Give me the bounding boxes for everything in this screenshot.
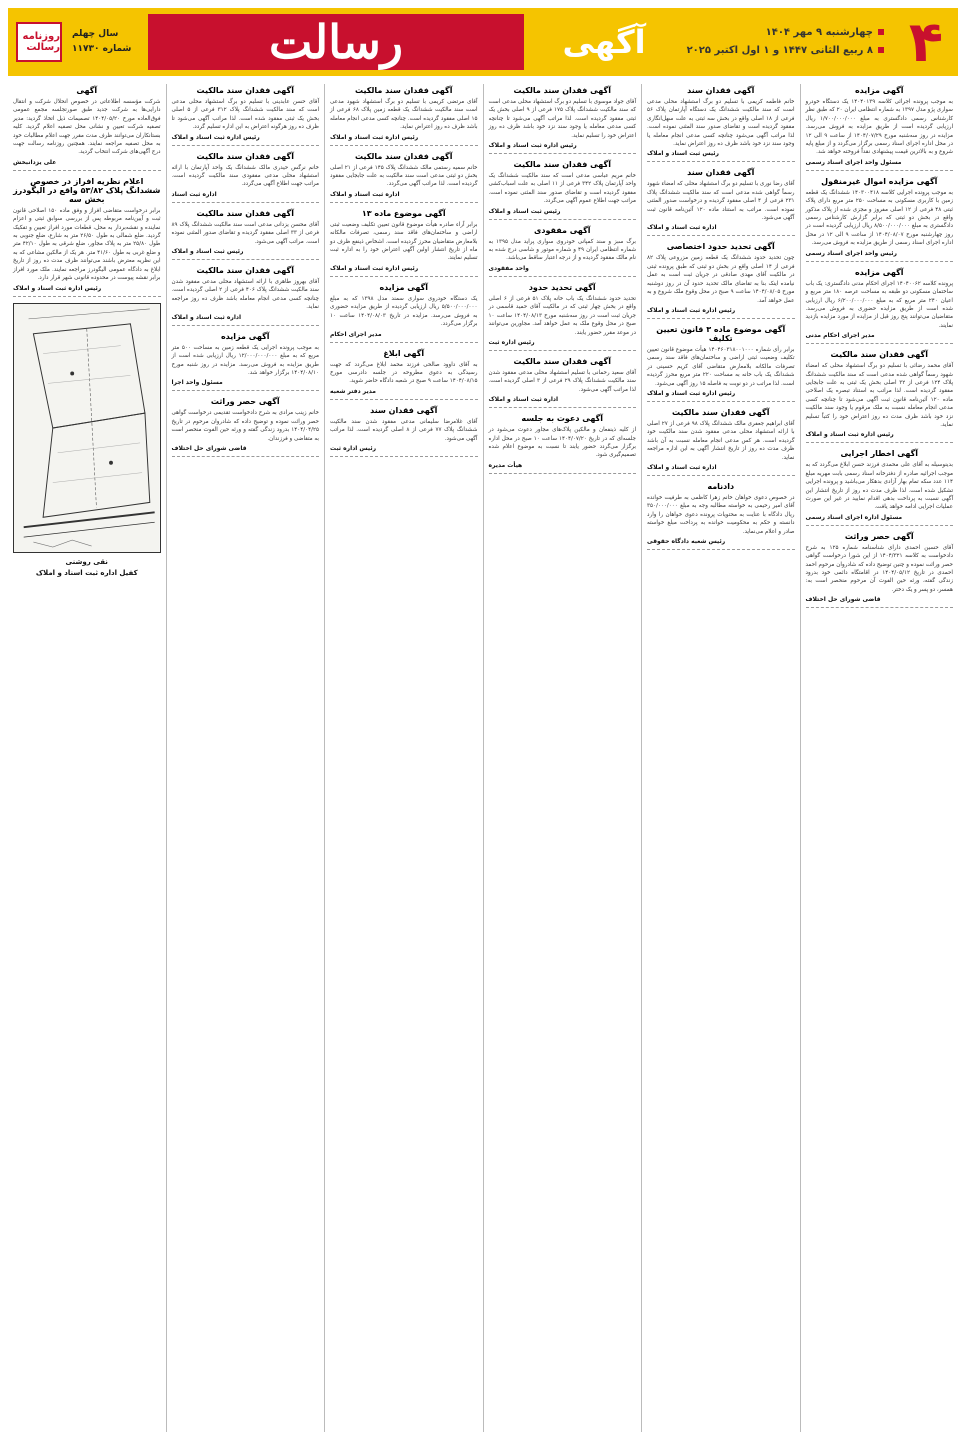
ad-signature: اداره ثبت اسناد و املاک <box>330 190 400 198</box>
map-drawing <box>14 304 160 552</box>
newspaper-logo: روزنامه رسالت <box>16 22 62 62</box>
ad-title: آگهی فقدان سند مالکیت <box>196 151 294 161</box>
ad-signature: رئیس اداره ثبت اسناد و املاک <box>647 306 736 314</box>
ad-body: به موجب پرونده اجرایی کلاسه ۱۴۰۳۰۰۴۱۸ ششدانگ یک قطعه زمین با کاربری مسکونی به مساحت ۲۵۰ متر مربع دارای پلاک ثبتی ۴۸ فرعی از ۱۲ اصلی مفروز و مجزی شده از پلاک مذکور واقع در بخش دو ثبتی که برابر گزارش کارشناس رسمی دادگستری به مبلغ ۸/۵۰۰/۰۰۰/۰۰۰ ریال ارزیابی گردیده است در روز چهارشنبه مورخ ۱۴۰۴/۰۸/۰۷ از ساعت ۹ الی ۱۲ در محل اداره اجرای اسناد رسمی از طریق مزایده به فروش می‌رسد. <box>805 189 954 247</box>
bullet-icon <box>878 29 884 35</box>
ad-signature: مدیر اجرای احکام <box>330 330 382 338</box>
ad-block <box>330 152 478 203</box>
ad-block <box>172 397 320 457</box>
ad-block <box>806 86 954 171</box>
ad-signature: رئیس واحد اجرای اسناد رسمی <box>805 249 897 257</box>
column-6 <box>8 84 166 1432</box>
ad-body: آقای ابراهیم جعفری مالک ششدانگ پلاک ۹۸ فرعی از ۲۷ اصلی با ارائه استشهاد محلی مدعی مفقود شدن سند مالکیت خود گردیده است. هر کس مدعی انجام معامله نسبت به آن باشد ظرف مدت ده روز از تاریخ انتشار آگهی به این اداره مراجعه نماید. <box>647 420 795 461</box>
ad-body: به موجب پرونده اجرائی کلاسه ۱۴۰۴۰۱۳۹ یک دستگاه خودرو سواری پژو مدل ۱۳۹۷ به شماره انتظامی ایران ۲۰ که طبق نظر کارشناس رسمی دادگستری به مبلغ ۱/۷۰۰/۰۰۰/۰۰۰ ریال ارزیابی گردیده است از طریق مزایده به فروش می‌رسد. مزایده در روز سه‌شنبه مورخ ۱۴۰۴/۰۷/۲۹ از ساعت ۹ الی ۱۲ در محل اداره اجرای اسناد رسمی برگزار می‌گردد و از مبلغ پایه شروع و به بالاترین قیمت پیشنهادی نقداً فروخته خواهد شد. <box>805 99 954 156</box>
ad-title: آگهی فقدان سند مالکیت <box>196 266 294 276</box>
ad-title: آگهی فقدان سند مالکیت <box>355 86 453 95</box>
column-1 <box>800 84 959 1432</box>
ad-title: آگهی فقدان سند مالکیت <box>355 151 453 161</box>
ad-block <box>330 283 478 343</box>
column-6-ads <box>13 86 161 297</box>
ad-body: پرونده کلاسه ۱۴۰۴۰۰۶۲ اجرای احکام مدنی دادگستری: یک باب ساختمان مسکونی دو طبقه به مساحت عرصه ۱۸۰ متر مربع و اعیان ۲۴۰ متر مربع که به مبلغ ۶/۲۰۰/۰۰۰/۰۰۰ ریال ارزیابی شده است از طریق مزایده حضوری به فروش می‌رسد. متقاضیان می‌توانند پنج روز قبل از مزایده از مورد مزایده بازدید نمایند. <box>805 280 953 329</box>
publication-info <box>8 8 148 76</box>
ad-body: برابر رأی شماره ۱۴۰۴۶۰۳۱۸۰۰۱۰۰۰ هیأت موضوع قانون تعیین تکلیف وضعیت ثبتی اراضی و ساختمان‌های فاقد سند رسمی تصرفات مالکانه بلامعارض متقاضی آقای کریم حسینی در ششدانگ یک باب خانه به مساحت ۲۲۰ متر مربع محرز گردیده است. لذا مراتب در دو نوبت به فاصله ۱۵ روز آگهی می‌شود. <box>647 346 795 387</box>
ad-title: آگهی دعوت به جلسه <box>521 414 604 424</box>
ad-body: آقای جواد موسوی با تسلیم دو برگ استشهاد محلی مدعی است که سند مالکیت ششدانگ پلاک ۱۷۵ فرعی از ۹ اصلی بخش یک ثبتی مفقود گردیده است. لذا مراتب آگهی می‌شود تا چنانچه کسی مدعی معامله یا وجود سند نزد خود باشد ظرف ده روز اعتراض خود را تسلیم نماید. <box>488 99 636 139</box>
map-caption-name: نقی روشنی <box>65 557 108 566</box>
ad-block <box>489 357 637 408</box>
ad-body: آقای حسین احمدی دارای شناسنامه شماره ۱۲۵ به شرح دادخواست به کلاسه ۱۴۰۴/۳۲۱ از این شورا درخواست گواهی حصر وراثت نموده و چنین توضیح داده که شادروان مرحوم احمد احمدی در تاریخ ۱۴۰۴/۰۵/۱۲ در اقامتگاه دائمی خود بدرود زندگی گفته، ورثه حین الفوت آن مرحوم منحصر است به: همسر، دو پسر و یک دختر. <box>805 544 954 593</box>
issue-number: شماره ۱۱۷۳۰ <box>72 44 132 54</box>
ad-signature: رئیس اداره ثبت اسناد و املاک <box>488 142 577 150</box>
ad-block <box>172 209 320 260</box>
ad-title: آگهی مزایده <box>220 331 270 341</box>
year-label: سال چهلم <box>72 29 119 39</box>
date-line-persian: چهارشنبه ۹ مهر ۱۴۰۴ <box>684 24 884 42</box>
column-5 <box>166 84 325 1432</box>
ad-signature: واحد مفقودی <box>488 264 529 272</box>
ad-block <box>647 242 795 318</box>
ad-title: دادنامه <box>707 481 735 491</box>
ad-block <box>330 349 478 400</box>
page-number: ۴ <box>908 9 944 75</box>
ad-body: به موجب پرونده اجرایی یک قطعه زمین به مساحت ۵۰۰ متر مربع که به مبلغ ۱۲/۰۰۰/۰۰۰/۰۰۰ ریال ارزیابی شده است از طریق مزایده به فروش می‌رسد. مزایده در روز شنبه مورخ ۱۴۰۴/۰۸/۱۰ برگزار خواهد شد. <box>171 344 319 376</box>
ad-body: تحدید حدود ششدانگ یک باب خانه پلاک ۵۱ فرعی از ۶ اصلی واقع در بخش چهار ثبتی که در مالکیت آقای حمید قاسمی در جریان ثبت است در روز سه‌شنبه مورخ ۱۴۰۴/۰۸/۱۳ ساعت ۱۰ صبح در محل وقوع ملک به عمل خواهد آمد. مجاورین می‌توانند در موعد مقرر حضور یابند. <box>488 295 637 336</box>
ad-signature: مسئول واحد اجرا <box>171 379 223 387</box>
ad-signature: علی یزدانبخش <box>13 158 57 166</box>
ad-block <box>489 86 637 154</box>
ad-block <box>330 86 478 146</box>
cadastral-map <box>13 303 161 553</box>
date-line-other: ۸ ربیع الثانی ۱۴۴۷ و ۱ اول اکتبر ۲۰۲۵ <box>684 42 884 60</box>
ad-body: در خصوص دعوی خواهان خانم زهرا کاظمی به طرفیت خوانده آقای امیر رحیمی به خواسته مطالبه وجه به مبلغ ۳۵۰/۰۰۰/۰۰۰ ریال دادگاه با عنایت به محتویات پرونده دعوی خواهان را وارد دانسته و حکم به محکومیت خوانده به پرداخت مبلغ خواسته صادر و اعلام می‌نماید. <box>647 494 795 535</box>
ad-title: آگهی فقدان سند <box>687 168 755 178</box>
ad-title: آگهی فقدان سند مالکیت <box>196 208 294 218</box>
ad-body: آقای محسن یزدانی مدعی است سند مالکیت ششدانگ پلاک ۸۹ فرعی از ۳۳ اصلی مفقود گردیده و تقاضای صدور المثنی نموده است. مراتب آگهی می‌شود. <box>171 221 319 245</box>
ad-signature: مسئول اداره اجرای اسناد رسمی <box>805 513 903 521</box>
ad-block <box>647 325 795 402</box>
ad-signature: رئیس اداره ثبت اسناد و املاک <box>647 389 736 397</box>
ad-block <box>330 209 478 277</box>
ad-title: آگهی مزایده <box>379 282 429 292</box>
ad-block <box>330 406 478 457</box>
ad-signature: رئیس ثبت اسناد و املاک <box>647 150 719 158</box>
ad-body: خانم مریم عباسی مدعی است که سند مالکیت ششدانگ یک واحد آپارتمان پلاک ۳۴۲ فرعی از ۱۱ اصلی به علت اسباب‌کشی مفقود گردیده است و تقاضای صدور سند المثنی نموده است. مراتب جهت اطلاع عموم آگهی می‌گردد. <box>488 173 636 205</box>
ad-title: آگهی مزایده اموال غیرمنقول <box>821 176 938 186</box>
ad-block <box>172 332 320 392</box>
ad-title: آگهی فقدان سند مالکیت <box>830 350 928 360</box>
ad-body: آقای حسن عابدینی با تسلیم دو برگ استشهاد محلی مدعی است که سند مالکیت ششدانگ پلاک ۳۱۲ فرعی از ۵ اصلی بخش یک ثبتی مفقود شده است. لذا مراتب آگهی می‌شود تا ظرف ده روز هرگونه اعتراض به این اداره تسلیم گردد. <box>171 99 319 131</box>
ad-signature: رئیس اداره ثبت <box>330 444 377 452</box>
ad-title: آگهی فقدان سند مالکیت <box>196 86 294 95</box>
ad-signature: اداره ثبت اسناد و املاک <box>488 396 559 404</box>
ad-block <box>806 177 954 262</box>
ad-block <box>806 449 954 525</box>
ad-block <box>647 168 795 236</box>
ad-signature: مسئول واحد اجرای اسناد رسمی <box>805 158 902 166</box>
ad-body: برابر درخواست متقاضی افراز و وفق ماده ۱۵۰ اصلاحی قانون ثبت و آیین‌نامه مربوطه پس از بررسی سوابق ثبتی و اعزام نماینده و نقشه‌بردار به محل، قطعات مورد افراز تعیین و تفکیک گردید. ضلع شمالی به طول ۲۶/۵۰ متر به شارع، ضلع جنوبی به طول ۲۵/۸۰ متر به پلاک مجاور، ضلع شرقی به طول ۴۲/۱۰ متر و ضلع غربی به طول ۴۱/۶۰ متر. هر یک از مالکین مشاعی که به این نظریه معترض باشند می‌توانند ظرف مدت ده روز از تاریخ ابلاغ به دادگاه عمومی الیگودرز مراجعه نمایند. ملک مورد افراز برابر نقشه پیوست در محدوده قانونی شهر قرار دارد. <box>13 207 161 282</box>
ad-signature: مدیر دفتر شعبه <box>330 387 376 395</box>
ad-body: آقای غلامرضا سلیمانی مدعی مفقود شدن سند مالکیت ششدانگ پلاک ۷۷ فرعی از ۸ اصلی گردیده است. لذا مراتب آگهی می‌شود. <box>330 418 478 442</box>
ad-signature: اداره ثبت اسناد <box>171 190 217 198</box>
column-4 <box>324 84 483 1432</box>
ad-body: برگ سبز و سند کمپانی خودروی سواری پراید مدل ۱۳۹۵ به شماره انتظامی ایران ۴۹ و شماره موتور و شاسی درج شده به نام مالک مفقود گردیده و از درجه اعتبار ساقط می‌باشد. <box>488 238 637 262</box>
ad-signature: رئیس اداره ثبت <box>488 338 535 346</box>
ad-title: آگهی ابلاغ <box>383 348 425 358</box>
ad-title: آگهی <box>76 86 98 95</box>
ad-block <box>172 266 320 326</box>
ad-block <box>489 414 637 474</box>
ad-title: آگهی تحدید حدود اختصاصی <box>666 242 775 252</box>
ad-body: چون تحدید حدود ششدانگ یک قطعه زمین مزروعی پلاک ۸۲ فرعی از ۱۴ اصلی واقع در بخش دو ثبتی که طبق پرونده ثبتی در مالکیت آقای مهدی صادقی در جریان ثبت است به عمل نیامده اینک بنا به تقاضای مالک تحدید حدود آن در روز دوشنبه مورخ ۱۴۰۴/۰۸/۰۵ ساعت ۹ صبح در محل وقوع ملک شروع و به عمل خواهد آمد. <box>647 255 795 304</box>
ad-title: آگهی تحدید حدود <box>528 282 596 292</box>
column-2 <box>641 84 800 1432</box>
ad-signature: رئیس اداره ثبت اسناد و املاک <box>330 264 419 272</box>
ad-body: به آقای داوود صالحی فرزند محمد ابلاغ می‌گردد که جهت رسیدگی به دعوی مطروحه در جلسه دادرسی مورخ ۱۴۰۴/۰۸/۱۵ ساعت ۹ صبح در شعبه دادگاه حاضر شوید. <box>330 361 478 385</box>
ad-title: آگهی فقدان سند مالکیت <box>513 86 611 95</box>
ad-title: آگهی فقدان سند مالکیت <box>513 160 611 170</box>
ad-signature: اداره ثبت اسناد و املاک <box>647 224 717 232</box>
ad-body: خانم نرگس حیدری مالک ششدانگ یک واحد آپارتمان با ارائه استشهاد محلی مدعی مفقودی سند مالکیت گردیده است. مراتب جهت اطلاع آگهی می‌گردد. <box>171 164 319 188</box>
ad-block <box>13 177 161 297</box>
ad-body: آقای بهروز طاهری با ارائه استشهاد محلی مدعی مفقود شدن سند مالکیت ششدانگ پلاک ۴۰۶ فرعی از ۲ اصلی گردیده است. چنانچه کسی مدعی انجام معامله باشد ظرف ده روز مراجعه نماید. <box>171 279 319 311</box>
ad-title: آگهی مفقودی <box>534 225 591 235</box>
ad-body: آقای سعید رحمانی با تسلیم استشهاد محلی مدعی مفقود شدن سند مالکیت ششدانگ پلاک ۲۹ فرعی از ۳ اصلی گردیده است. لذا مراتب آگهی می‌شود. <box>488 369 636 393</box>
ad-block <box>647 86 795 162</box>
ad-body: آقای محمد رضائی با تسلیم دو برگ استشهاد محلی که امضاء شهود رسماً گواهی شده مدعی است که سند مالکیت ششدانگ پلاک ۱۲۴ فرعی از ۳۲ اصلی بخش یک ثبتی به علت جابجایی مفقود گردیده است. لذا مراتب به استناد تبصره یک اصلاحی ماده ۱۲۰ آئین‌نامه قانون ثبت آگهی می‌شود تا چنانچه کسی مدعی انجام معامله نسبت به ملک مرقوم یا وجود سند مالکیت نزد خود باشد ظرف مدت ده روز اعتراض خود را کتباً تسلیم نماید. <box>805 363 953 428</box>
bullet-icon <box>878 47 884 53</box>
ad-body: بدینوسیله به آقای علی محمدی فرزند حسن ابلاغ می‌گردد که به موجب اجرائیه صادره از دفترخانه اسناد رسمی بابت مهریه مبلغ ۱۱۴ عدد سکه تمام بهار آزادی بدهکار می‌باشید و پرونده اجرایی تشکیل شده است. لذا ظرف مدت ده روز از تاریخ انتشار این آگهی نسبت به پرداخت بدهی اقدام نمایید در غیر این صورت عملیات اجرایی ادامه خواهد یافت. <box>805 462 953 511</box>
ad-body: آقای مرتضی کریمی با تسلیم دو برگ استشهاد شهود مدعی است سند مالکیت ششدانگ یک قطعه زمین پلاک ۶۸ فرعی از ۱۵ اصلی مفقود گردیده است. چنانچه کسی مدعی انجام معامله باشد ظرف ده روز اعتراض نماید. <box>330 99 478 131</box>
ad-title: آگهی فقدان سند مالکیت <box>672 407 770 417</box>
ad-title: آگهی فقدان سند مالکیت <box>513 356 611 366</box>
ad-title: اعلام نظریه افراز در خصوص ششدانگ پلاک ۵۳/۸۲ واقع در الیگودرز بخش سه <box>13 176 161 204</box>
masthead <box>8 8 958 76</box>
ad-signature: رئیس ثبت اسناد و املاک <box>171 248 244 256</box>
issue-info <box>72 27 131 57</box>
ad-body: یک دستگاه خودروی سواری سمند مدل ۱۳۹۸ که به مبلغ ۵/۵۰۰/۰۰۰/۰۰۰ ریال ارزیابی گردیده از طریق مزایده حضوری به فروش می‌رسد. مزایده در تاریخ ۱۴۰۴/۰۸/۰۳ ساعت ۱۰ برگزار می‌گردد. <box>330 295 478 328</box>
ad-block <box>13 86 161 171</box>
newspaper-name: رسالت <box>148 14 524 70</box>
ad-signature: اداره ثبت اسناد و املاک <box>171 313 242 321</box>
ad-title: آگهی فقدان سند <box>687 86 755 95</box>
ad-body: از کلیه ذینفعان و مالکین پلاک‌های مجاور دعوت می‌شود در جلسه‌ای که در تاریخ ۱۴۰۴/۰۷/۲۰ ساعت ۱۰ صبح در محل اداره برگزار می‌گردد حضور یابند تا نسبت به موضوع اعلام شده تصمیم‌گیری شود. <box>488 427 636 459</box>
ad-block <box>172 152 320 203</box>
ad-signature: اداره ثبت اسناد و املاک <box>647 463 717 471</box>
ad-body: خانم سمیه رستمی مالک ششدانگ پلاک ۱۴۵ فرعی از ۲۱ اصلی بخش دو ثبتی مدعی است سند مالکیت به علت جابجایی مفقود گردیده است. لذا مراتب آگهی می‌گردد. <box>330 164 478 188</box>
ad-title: آگهی مزایده <box>854 86 904 95</box>
ad-signature: هیأت مدیره <box>488 461 523 469</box>
ad-title: آگهی فقدان سند <box>370 405 438 415</box>
ad-body: برابر آراء صادره هیأت موضوع قانون تعیین تکلیف وضعیت ثبتی اراضی و ساختمان‌های فاقد سند رسمی، تصرفات مالکانه بلامعارض متقاضیان محرز گردیده است. اشخاص ذینفع ظرف دو ماه از تاریخ انتشار اولین آگهی اعتراض خود را به اداره ثبت تسلیم نمایند. <box>330 221 478 262</box>
map-caption-title: کفیل اداره ثبت اسناد و املاک <box>35 568 138 577</box>
ad-block <box>647 408 795 476</box>
column-3 <box>483 84 642 1432</box>
ad-signature: رئیس اداره ثبت اسناد و املاک <box>171 133 260 141</box>
ad-body: خانم فاطمه کریمی با تسلیم دو برگ استشهاد محلی مدعی است که سند مالکیت ششدانگ یک دستگاه آپارتمان پلاک ۵۶ فرعی از ۱۸ اصلی واقع در بخش سه ثبتی به علت سهل‌انگاری مفقود گردیده است و تقاضای صدور سند المثنی نموده است. لذا مراتب آگهی می‌شود چنانچه کسی مدعی انجام معامله یا وجود سند نزد خود باشد ظرف ده روز اعتراض نماید. <box>647 99 795 148</box>
date-box <box>684 8 894 76</box>
ad-block <box>489 226 637 277</box>
ad-title: آگهی حصر وراثت <box>844 531 914 541</box>
ad-title: آگهی مزایده <box>854 267 904 277</box>
ad-signature: رئیس شعبه دادگاه حقوقی <box>647 538 726 545</box>
ad-signature: قاضی شورای حل اختلاف <box>805 596 881 604</box>
ad-signature: رئیس اداره ثبت اسناد و املاک <box>13 284 102 292</box>
ad-signature: مدیر اجرای احکام مدنی <box>805 332 875 340</box>
ad-body: آقای رضا نوری با تسلیم دو برگ استشهاد محلی که امضاء شهود رسماً گواهی شده مدعی است که سند مالکیت ششدانگ پلاک ۲۳۱ فرعی از ۴ اصلی مفقود گردیده و درخواست صدور المثنی نموده است. مراتب به استناد ماده ۱۲۰ آئین‌نامه قانون ثبت آگهی می‌شود. <box>647 181 795 222</box>
ad-title: آگهی موضوع ماده ۳ قانون تعیین تکلیف <box>656 324 786 343</box>
ad-signature: قاضی شورای حل اختلاف <box>171 444 247 452</box>
ad-body: خانم زینب مرادی به شرح دادخواست تقدیمی درخواست گواهی حصر وراثت نموده و توضیح داده که شادروان مرحوم در تاریخ ۱۴۰۴/۰۴/۲۵ بدرود زندگی گفته و ورثه حین الفوت منحصر است به متقاضی و فرزندان. <box>171 410 319 442</box>
ad-block <box>489 160 637 220</box>
ad-columns <box>8 84 958 1432</box>
ad-body: شرکت مؤسسه اطلاعاتی در خصوص انحلال شرکت و انتقال دارایی‌ها به شرکت جدید طبق صورتجلسه مجمع عمومی فوق‌العاده مورخ ۱۴۰۴/۰۵/۲۰ تصمیمات ذیل اتخاذ گردید: مدیر تصفیه شرکت تعیین و نشانی محل تصفیه اعلام گردید. کلیه بستانکاران می‌توانند ظرف مدت مقرر جهت اعلام مطالبات خود به محل تصفیه مراجعه نمایند. همچنین روزنامه رسالت جهت درج آگهی‌های شرکت انتخاب گردید. <box>13 99 161 156</box>
ad-signature: رئیس ثبت اسناد و املاک <box>488 207 561 215</box>
ad-block <box>806 532 954 608</box>
ad-signature: رئیس اداره ثبت اسناد و املاک <box>330 133 419 141</box>
ad-block <box>172 86 320 146</box>
section-title: آگهی <box>562 23 646 61</box>
ad-signature: رئیس اداره ثبت اسناد و املاک <box>805 431 894 439</box>
ad-title: آگهی اخطار اجرایی <box>840 449 919 459</box>
ad-title: آگهی موضوع ماده ۱۳ <box>361 208 446 218</box>
ad-block <box>647 482 795 550</box>
ad-block <box>489 283 637 351</box>
ad-block <box>806 350 954 443</box>
ad-block <box>806 268 954 344</box>
ad-title: آگهی حصر وراثت <box>210 397 280 407</box>
